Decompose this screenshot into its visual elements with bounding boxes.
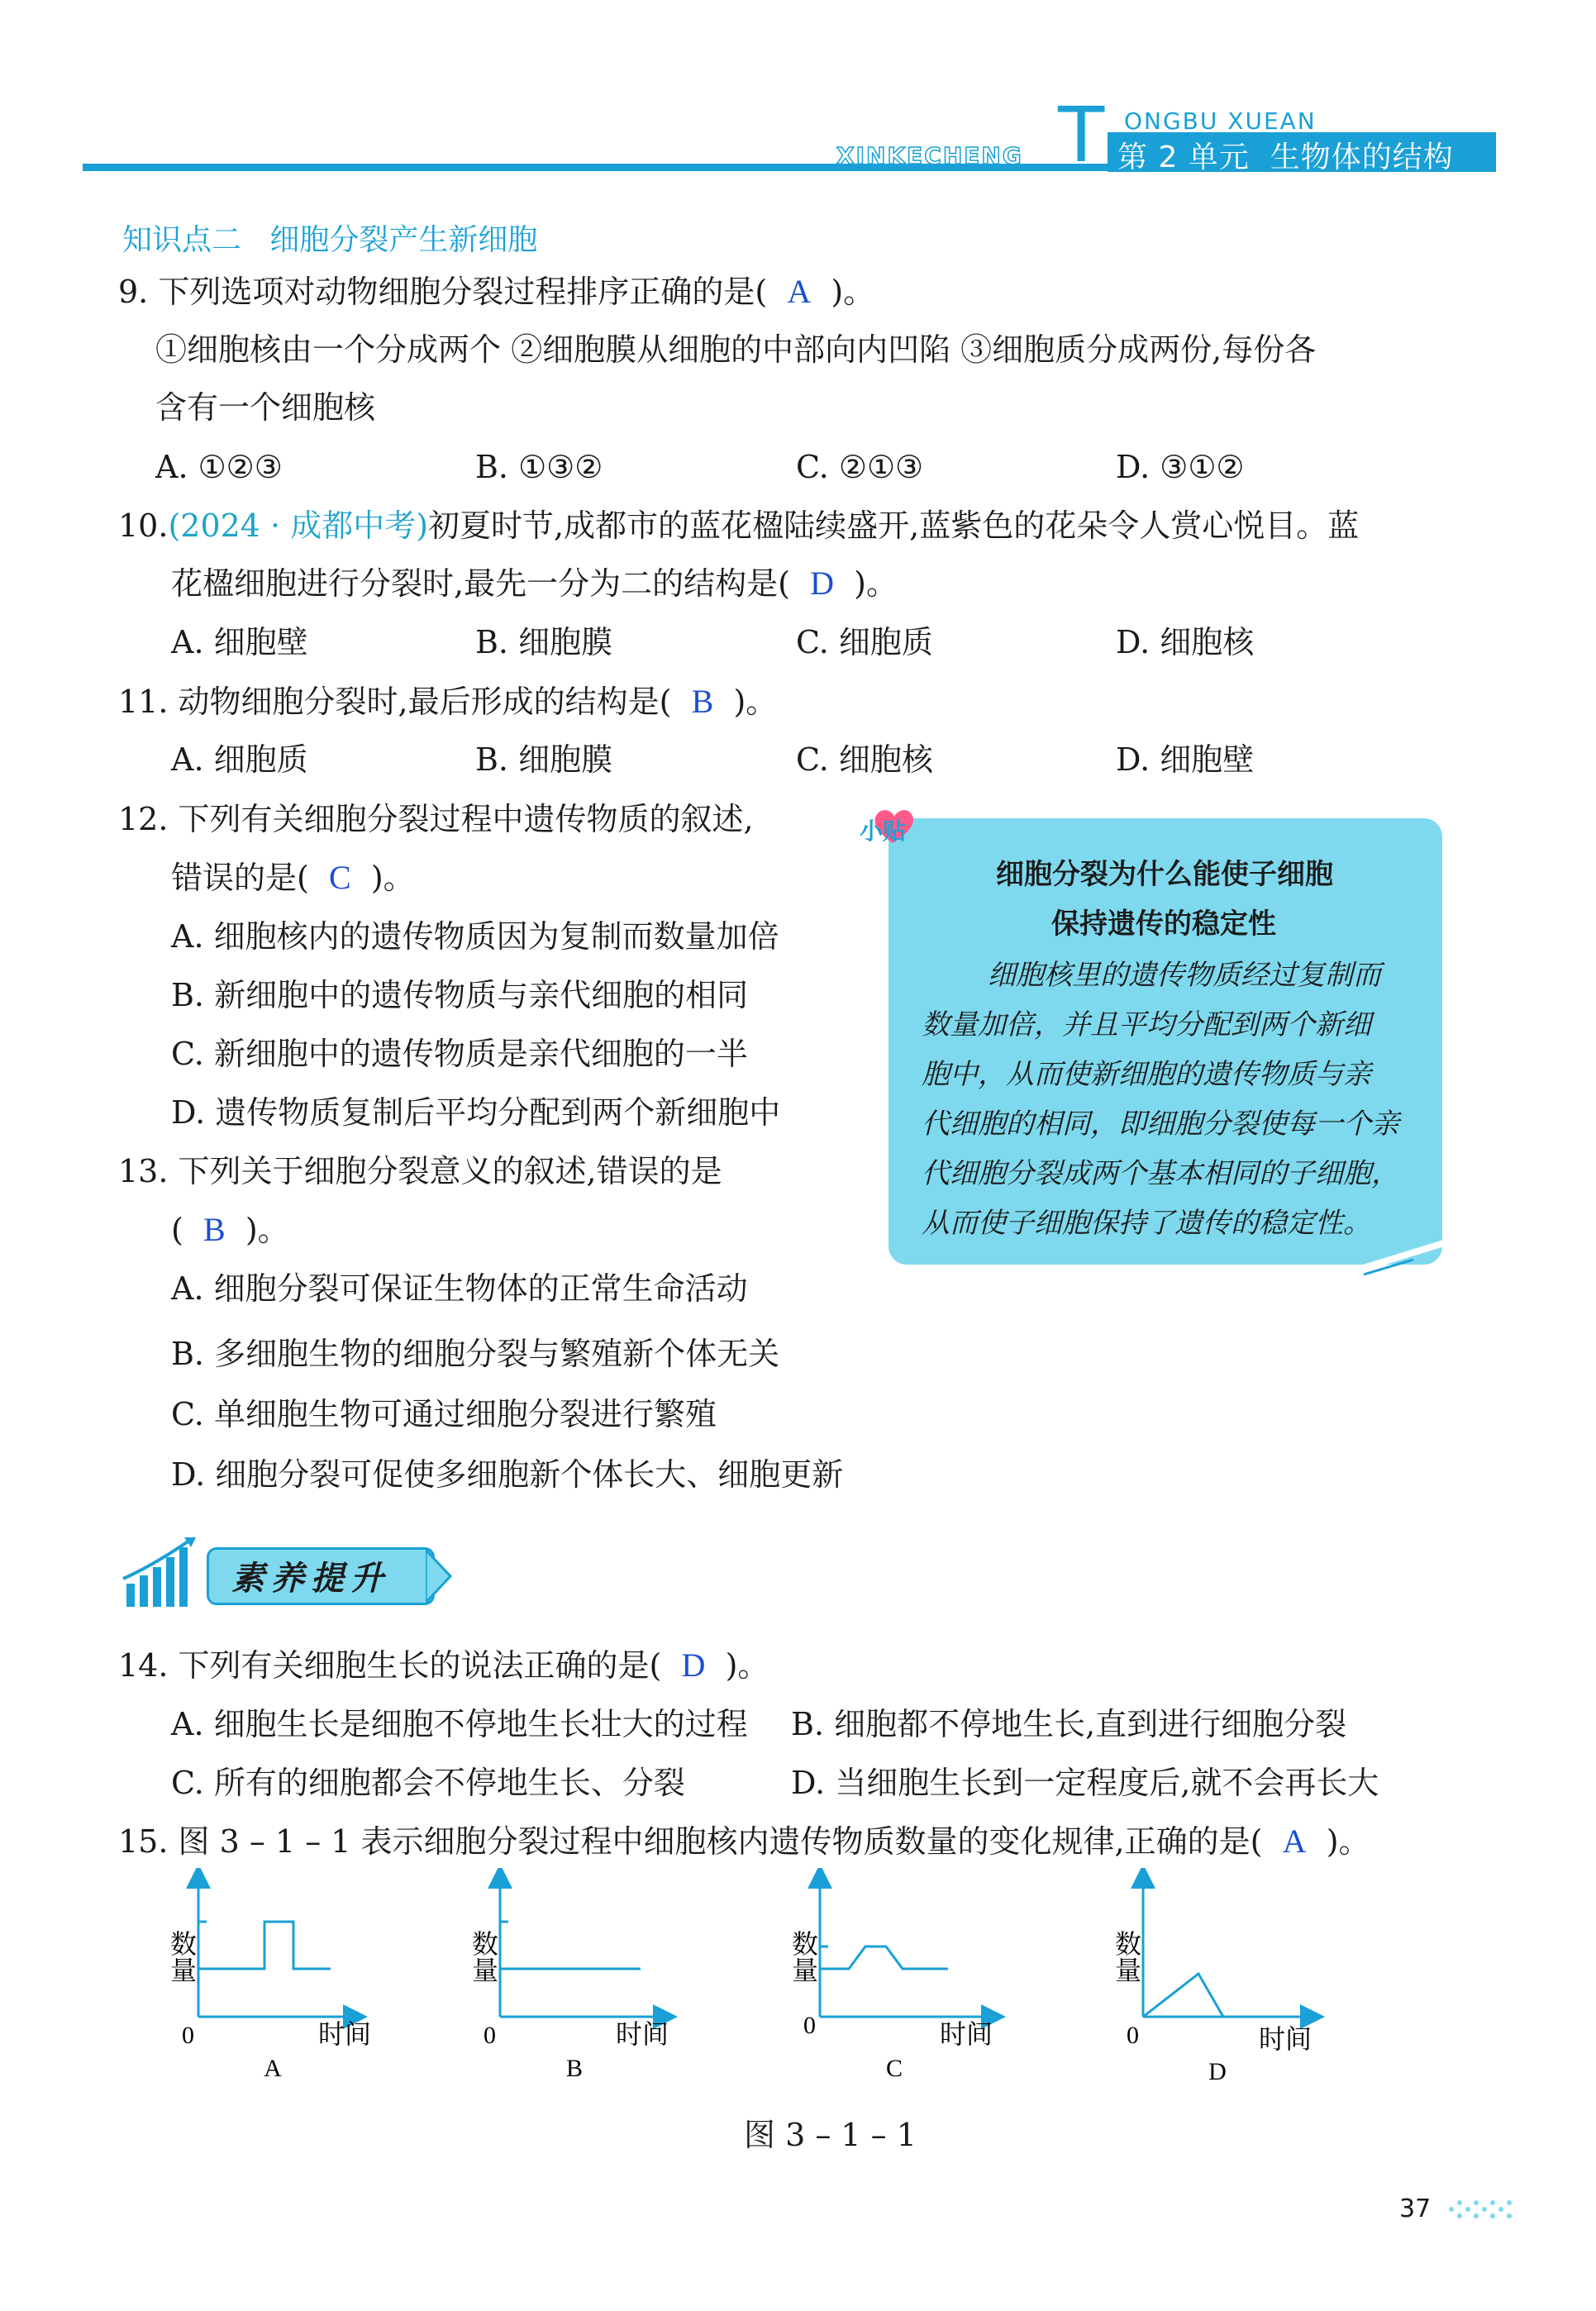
- q14-option-c: C. 所有的细胞都会不停地生长、分裂: [171, 1765, 685, 1801]
- q11-text: 动物细胞分裂时,最后形成的结构是(: [178, 684, 672, 720]
- graph-d-xlabel: 时间: [1259, 2023, 1313, 2055]
- q13-stem: [118, 1152, 722, 1190]
- q10-option-d: D. 细胞核: [1116, 624, 1255, 660]
- q13-open: (: [171, 1212, 183, 1248]
- q9-option-b: B. ①③②: [475, 449, 603, 485]
- q14-end: )。: [725, 1647, 769, 1684]
- tip-tag: [860, 802, 950, 851]
- header-title: [1117, 134, 1454, 176]
- graph-a: [166, 1876, 371, 2082]
- q14-text: 下列有关细胞生长的说法正确的是(: [178, 1647, 662, 1684]
- q15-answer: A: [1282, 1823, 1307, 1860]
- q9-line2: ①细胞核由一个分成两个 ②细胞膜从细胞的中部向内凹陷 ③细胞质分成两份,每份各: [155, 331, 1317, 368]
- page-decoration-icon: [1446, 2194, 1513, 2224]
- q15-text: 图 3 – 1 – 1 表示细胞分裂过程中细胞核内遗传物质数量的变化规律,正确的是(: [178, 1823, 1263, 1860]
- q10-line2: [171, 565, 898, 603]
- q9-option-c: C. ②①③: [796, 449, 924, 485]
- header-en-top: ONGBU XUEAN: [1124, 107, 1317, 135]
- q13-option-c: C. 单细胞生物可通过细胞分裂进行繁殖: [171, 1396, 717, 1432]
- badge-text: 素养提升: [231, 1559, 390, 1598]
- figure-graphs: [149, 1868, 1438, 2091]
- q9-option-a: A. ①②③: [155, 449, 283, 485]
- q10-stem: [118, 507, 1359, 545]
- q11-option-d: D. 细胞壁: [1116, 741, 1255, 778]
- q9-stem: [118, 273, 874, 311]
- graph-b: [468, 1876, 669, 2082]
- graph-a-curve: [198, 1922, 331, 1969]
- q12-text: 下列有关细胞分裂过程中遗传物质的叙述,: [178, 801, 754, 837]
- q12-answer: C: [329, 859, 351, 896]
- header-chapter: 生物体的结构: [1270, 141, 1454, 174]
- figure-caption: 图 3 – 1 – 1: [744, 2117, 917, 2153]
- graph-d-curve: [1143, 1974, 1223, 2017]
- q10-text2: 花楹细胞进行分裂时,最先一分为二的结构是(: [171, 565, 790, 602]
- q11-option-c: C. 细胞核: [796, 741, 933, 778]
- q15-end: )。: [1326, 1823, 1370, 1860]
- section-heading: [122, 217, 537, 259]
- q12-end: )。: [370, 860, 415, 896]
- q10-text: 初夏时节,成都市的蓝花楹陆续盛开,蓝紫色的花朵令人赏心悦目。蓝: [428, 507, 1360, 544]
- graph-c-ylabel: 数量: [788, 1930, 819, 1983]
- tip-line-1: 细胞核里的遗传物质经过复制而: [988, 959, 1381, 992]
- graph-d: [1111, 1876, 1313, 2085]
- q9-text: 下列选项对动物细胞分裂过程排序正确的是(: [158, 274, 768, 310]
- graph-b-xlabel: 时间: [616, 2018, 669, 2050]
- tip-line-5: 代细胞分裂成两个基本相同的子细胞，: [922, 1157, 1399, 1190]
- q9-end: )。: [831, 274, 875, 310]
- page-number: 37: [1399, 2194, 1432, 2223]
- tip-line-4: 代细胞的相同，即细胞分裂使每一个亲: [922, 1108, 1399, 1141]
- q11-number: 11.: [118, 684, 169, 720]
- q13-answer: B: [203, 1211, 226, 1248]
- q9-number: 9.: [118, 274, 149, 310]
- graph-b-origin: 0: [484, 2022, 496, 2049]
- graph-c-label: C: [885, 2055, 903, 2082]
- q14-answer: D: [681, 1646, 706, 1684]
- header-en-bottom: XINKECHENG: [836, 142, 1023, 169]
- q10-source: (2024 · 成都中考): [168, 507, 429, 544]
- q12-stem: [118, 800, 754, 838]
- graph-a-ylabel: 数量: [166, 1930, 198, 1983]
- tip-title-2: 保持遗传的稳定性: [1051, 908, 1276, 941]
- q10-answer: D: [810, 565, 834, 602]
- graph-a-label: A: [264, 2055, 282, 2082]
- q14-stem: [118, 1646, 769, 1684]
- q11-end: )。: [733, 684, 778, 720]
- q13-option-b: B. 多细胞生物的细胞分裂与繁殖新个体无关: [171, 1336, 780, 1372]
- graph-b-label: B: [565, 2055, 584, 2082]
- q14-option-d: D. 当细胞生长到一定程度后,就不会再长大: [791, 1765, 1379, 1801]
- graph-c-curve: [820, 1946, 948, 1969]
- tip-line-2: 数量加倍，并且平均分配到两个新细: [922, 1008, 1371, 1041]
- q12-line2: [171, 859, 415, 897]
- q13-text: 下列关于细胞分裂意义的叙述,错误的是: [178, 1153, 722, 1189]
- q11-option-b: B. 细胞膜: [475, 741, 613, 778]
- graph-a-xlabel: 时间: [318, 2018, 372, 2050]
- tip-line-3: 胞中，从而使新细胞的遗传物质与亲: [922, 1058, 1371, 1091]
- pen-icon: [1339, 1232, 1463, 1281]
- q10-option-c: C. 细胞质: [796, 624, 933, 660]
- q15-stem: [118, 1823, 1370, 1861]
- q10-end: )。: [854, 565, 898, 602]
- q12-option-c: C. 新细胞中的遗传物质是亲代细胞的一半: [171, 1036, 748, 1072]
- section-title: 细胞分裂产生新细胞: [269, 223, 538, 257]
- graph-c-xlabel: 时间: [940, 2018, 993, 2050]
- graph-d-origin: 0: [1127, 2022, 1139, 2049]
- q15-number: 15.: [118, 1823, 169, 1860]
- q9-line3: 含有一个细胞核: [155, 389, 376, 426]
- q12-number: 12.: [118, 801, 169, 837]
- graph-b-ylabel: 数量: [468, 1930, 499, 1983]
- q14-option-b: B. 细胞都不停地生长,直到进行细胞分裂: [791, 1706, 1347, 1742]
- graph-d-label: D: [1208, 2058, 1227, 2085]
- q11-answer: B: [691, 683, 714, 720]
- graph-c-origin: 0: [803, 2012, 816, 2039]
- q13-line2: [171, 1211, 289, 1249]
- q11-stem: [118, 683, 777, 721]
- graph-c: [788, 1876, 993, 2082]
- q12-option-a: A. 细胞核内的遗传物质因为复制而数量加倍: [171, 918, 779, 955]
- q12-option-b: B. 新细胞中的遗传物质与亲代细胞的相同: [171, 977, 749, 1013]
- q13-option-d: D. 细胞分裂可促使多细胞新个体长大、细胞更新: [171, 1456, 844, 1493]
- q13-number: 13.: [118, 1153, 169, 1189]
- q9-answer: A: [787, 273, 812, 310]
- q10-option-b: B. 细胞膜: [475, 624, 613, 660]
- tip-line-6: 从而使子细胞保持了遗传的稳定性。: [922, 1207, 1371, 1240]
- q13-end: )。: [245, 1212, 289, 1248]
- q9-option-d: D. ③①②: [1116, 449, 1245, 485]
- graph-d-ylabel: 数量: [1111, 1930, 1142, 1983]
- q12-text2: 错误的是(: [171, 860, 309, 896]
- q14-number: 14.: [118, 1647, 169, 1684]
- growth-chart-icon: [120, 1536, 198, 1608]
- graph-a-origin: 0: [182, 2022, 194, 2049]
- q13-option-a: A. 细胞分裂可保证生物体的正常生命活动: [171, 1270, 748, 1307]
- q10-number: 10.: [118, 507, 169, 544]
- section-label: 知识点二: [122, 223, 242, 257]
- q11-option-a: A. 细胞质: [171, 741, 308, 778]
- badge-arrow-icon: [426, 1547, 459, 1605]
- tip-title-1: 细胞分裂为什么能使子细胞: [996, 858, 1333, 891]
- q14-option-a: A. 细胞生长是细胞不停地生长壮大的过程: [171, 1706, 748, 1742]
- q10-option-a: A. 细胞壁: [171, 624, 308, 660]
- q12-option-d: D. 遗传物质复制后平均分配到两个新细胞中: [171, 1094, 781, 1131]
- header-unit: 第 2 单元: [1117, 141, 1250, 174]
- header-logo-letter: T: [1058, 91, 1105, 179]
- tip-tag-text: 小贴: [860, 817, 907, 845]
